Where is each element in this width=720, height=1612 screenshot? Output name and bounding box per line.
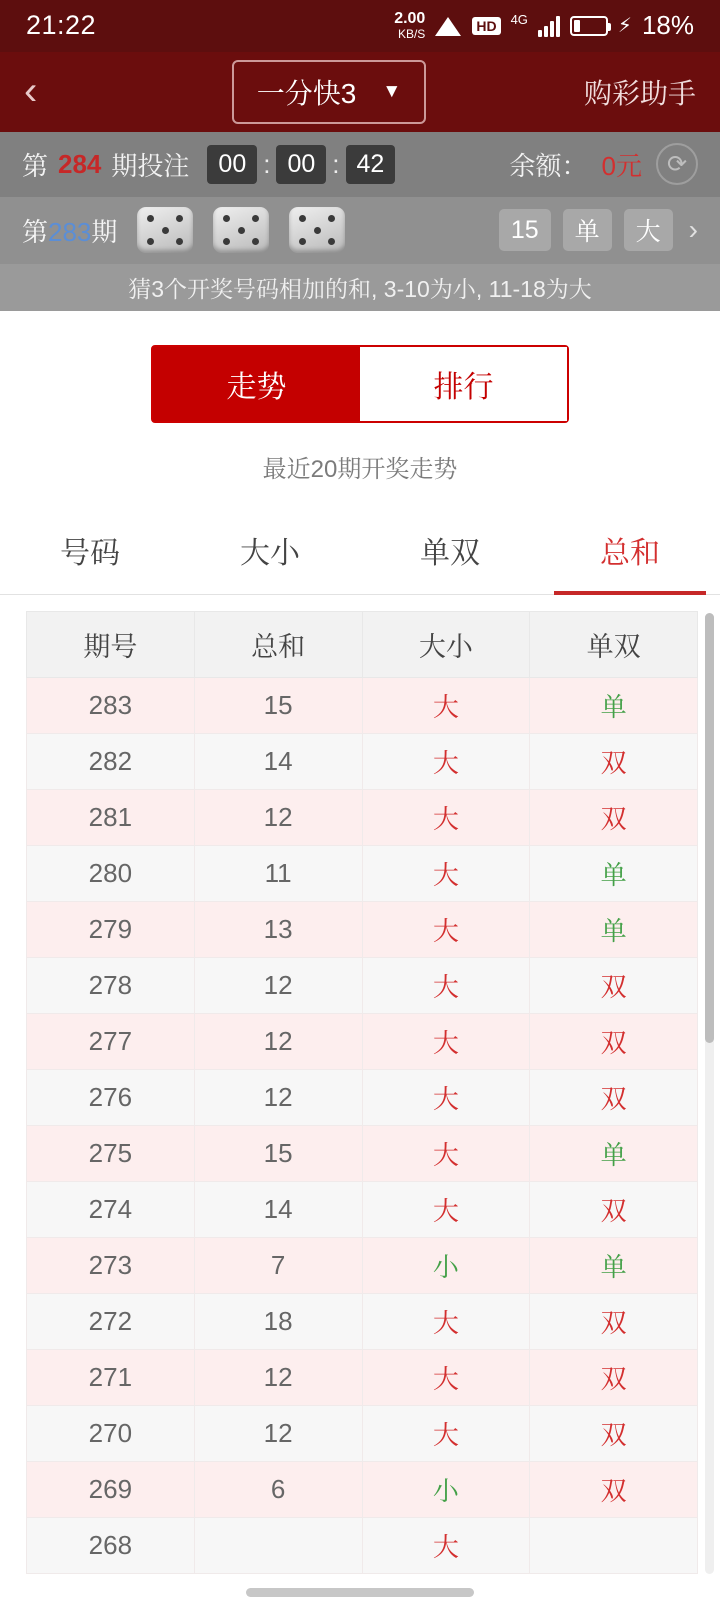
bet-prefix: 第: [22, 150, 49, 181]
table-row: [27, 845, 698, 901]
table-scrollbar[interactable]: [705, 613, 714, 1574]
trend-tabs: [0, 510, 720, 595]
cell-issue: 280: [27, 845, 195, 901]
cell-sum: 12: [194, 789, 362, 845]
sub-title: 最近20期开奖走势: [0, 441, 720, 510]
cell-parity: 双: [530, 1461, 698, 1517]
cell-issue: 272: [27, 1293, 195, 1349]
tab-sum[interactable]: 总和: [540, 510, 720, 594]
cell-size: 大: [362, 733, 530, 789]
cell-parity: 双: [530, 1181, 698, 1237]
result-parity-badge: 单: [563, 209, 612, 251]
last-result-right: [499, 209, 698, 251]
cell-size: 大: [362, 677, 530, 733]
trend-table-area[interactable]: [0, 595, 720, 1574]
cell-parity: 双: [530, 1013, 698, 1069]
segmented-control: [151, 345, 569, 423]
network-speed-value: 2.00: [394, 10, 426, 28]
cell-parity: 单: [530, 845, 698, 901]
tab-parity[interactable]: 单双: [420, 536, 480, 570]
table-row: [27, 1013, 698, 1069]
segment-wrap: [0, 311, 720, 441]
table-scrollbar-thumb[interactable]: [705, 613, 714, 1043]
table-row: [27, 1405, 698, 1461]
cell-sum: 14: [194, 733, 362, 789]
table-body: [27, 677, 698, 1573]
cell-size: 大: [362, 1125, 530, 1181]
cell-size: 大: [362, 957, 530, 1013]
table-row: [27, 1517, 698, 1573]
charging-bolt-icon: ⚡: [617, 15, 632, 38]
countdown-timer: [207, 145, 395, 184]
countdown-seconds: 42: [346, 145, 396, 184]
cell-issue: 268: [27, 1517, 195, 1573]
cell-issue: 276: [27, 1069, 195, 1125]
col-size: 大小: [362, 611, 530, 677]
trend-table: [26, 611, 698, 1574]
status-icons: [394, 10, 694, 41]
network-speed-unit: KB/S: [397, 26, 426, 41]
result-sum-badge: 15: [499, 209, 551, 251]
wifi-icon: [435, 15, 462, 36]
table-row: [27, 733, 698, 789]
network-speed: [394, 11, 425, 40]
cell-size: 大: [362, 1349, 530, 1405]
cell-sum: 12: [194, 1013, 362, 1069]
cell-sum: 7: [194, 1237, 362, 1293]
network-type-label: 4G: [510, 12, 528, 28]
cell-size: 大: [362, 1405, 530, 1461]
cell-size: 大: [362, 1013, 530, 1069]
table-row: [27, 677, 698, 733]
table-row: [27, 1069, 698, 1125]
hd-icon: HD: [472, 17, 500, 35]
dice-icon-2: [213, 207, 269, 253]
cell-parity: 双: [530, 1293, 698, 1349]
back-chevron-icon[interactable]: ‹: [24, 69, 38, 114]
result-suffix: 期: [91, 216, 118, 247]
cell-parity: 双: [530, 1405, 698, 1461]
table-row: [27, 1293, 698, 1349]
countdown-sep-2: :: [332, 148, 340, 179]
cell-sum: 15: [194, 1125, 362, 1181]
bet-suffix: 期投注: [111, 150, 190, 181]
cell-parity: 单: [530, 1125, 698, 1181]
last-result-left: [22, 207, 345, 253]
balance-label: 余额：: [509, 150, 588, 181]
cell-size: 大: [362, 1293, 530, 1349]
cell-parity: 单: [530, 1237, 698, 1293]
cell-parity: 双: [530, 789, 698, 845]
table-row: [27, 901, 698, 957]
cell-issue: 275: [27, 1125, 195, 1181]
result-issue-number: 283: [48, 216, 92, 247]
cell-sum: [194, 1517, 362, 1573]
cell-issue: 282: [27, 733, 195, 789]
bet-issue-group: [22, 145, 395, 184]
cell-size: 小: [362, 1237, 530, 1293]
cell-issue: 283: [27, 677, 195, 733]
cell-parity: 双: [530, 957, 698, 1013]
dice-icon-1: [137, 207, 193, 253]
cell-sum: 15: [194, 677, 362, 733]
cell-parity: 双: [530, 1349, 698, 1405]
cell-size: 大: [362, 845, 530, 901]
rule-text: 猜3个开奖号码相加的和, 3-10为小, 11-18为大: [0, 264, 720, 311]
countdown-sep-1: :: [263, 148, 271, 179]
game-selector[interactable]: [232, 60, 426, 124]
cell-parity: 单: [530, 677, 698, 733]
cell-sum: 12: [194, 957, 362, 1013]
col-parity: 单双: [530, 611, 698, 677]
table-row: [27, 1461, 698, 1517]
table-row: [27, 957, 698, 1013]
cell-parity: 单: [530, 901, 698, 957]
table-header-row: [27, 611, 698, 677]
cell-issue: 278: [27, 957, 195, 1013]
bet-countdown-bar: [0, 132, 720, 197]
cell-issue: 274: [27, 1181, 195, 1237]
col-issue: 期号: [27, 611, 195, 677]
cell-size: 大: [362, 1517, 530, 1573]
last-result-bar: [0, 197, 720, 264]
result-size-badge: 大: [624, 209, 673, 251]
cell-size: 大: [362, 901, 530, 957]
cell-size: 小: [362, 1461, 530, 1517]
bet-issue-number: 284: [58, 148, 102, 179]
cell-issue: 270: [27, 1405, 195, 1461]
status-time: 21:22: [26, 10, 97, 41]
cell-issue: 279: [27, 901, 195, 957]
cell-issue: 273: [27, 1237, 195, 1293]
signal-bars-icon: [538, 15, 560, 37]
col-sum: 总和: [194, 611, 362, 677]
cell-sum: 11: [194, 845, 362, 901]
cell-issue: 269: [27, 1461, 195, 1517]
system-nav-bar: [0, 1574, 720, 1612]
cell-issue: 271: [27, 1349, 195, 1405]
balance-value: 0元: [601, 150, 642, 181]
cell-size: 大: [362, 1181, 530, 1237]
table-row: [27, 1125, 698, 1181]
cell-sum: 14: [194, 1181, 362, 1237]
cell-parity: 双: [530, 1069, 698, 1125]
game-name-label: 一分快3: [256, 77, 357, 109]
app-bar: [0, 52, 720, 132]
cell-size: 大: [362, 1069, 530, 1125]
table-row: [27, 789, 698, 845]
tab-size[interactable]: 大小: [240, 536, 300, 570]
cell-sum: 6: [194, 1461, 362, 1517]
cell-issue: 281: [27, 789, 195, 845]
segment-trend[interactable]: 走势: [153, 347, 360, 421]
countdown-minutes: 00: [276, 145, 326, 184]
cell-parity: [530, 1517, 698, 1573]
table-row: [27, 1349, 698, 1405]
balance-group: [510, 143, 698, 185]
battery-percent: 18%: [641, 10, 694, 41]
refresh-icon[interactable]: ⟳: [656, 143, 698, 185]
chevron-down-icon: ▼: [382, 80, 402, 102]
helper-link[interactable]: 购彩助手: [583, 77, 696, 109]
countdown-hours: 00: [207, 145, 257, 184]
table-row: [27, 1181, 698, 1237]
battery-icon: [570, 16, 608, 36]
chevron-right-icon[interactable]: ›: [688, 214, 698, 246]
status-bar: [0, 0, 720, 52]
tab-numbers[interactable]: 号码: [60, 536, 120, 570]
table-row: [27, 1237, 698, 1293]
cell-sum: 13: [194, 901, 362, 957]
home-indicator[interactable]: [246, 1588, 474, 1597]
result-issue-group: [22, 212, 117, 249]
cell-sum: 18: [194, 1293, 362, 1349]
cell-sum: 12: [194, 1069, 362, 1125]
cell-sum: 12: [194, 1349, 362, 1405]
cell-issue: 277: [27, 1013, 195, 1069]
dice-icon-3: [289, 207, 345, 253]
result-prefix: 第: [22, 216, 49, 247]
cell-sum: 12: [194, 1405, 362, 1461]
cell-size: 大: [362, 789, 530, 845]
segment-ranking[interactable]: 排行: [360, 347, 567, 421]
cell-parity: 双: [530, 733, 698, 789]
